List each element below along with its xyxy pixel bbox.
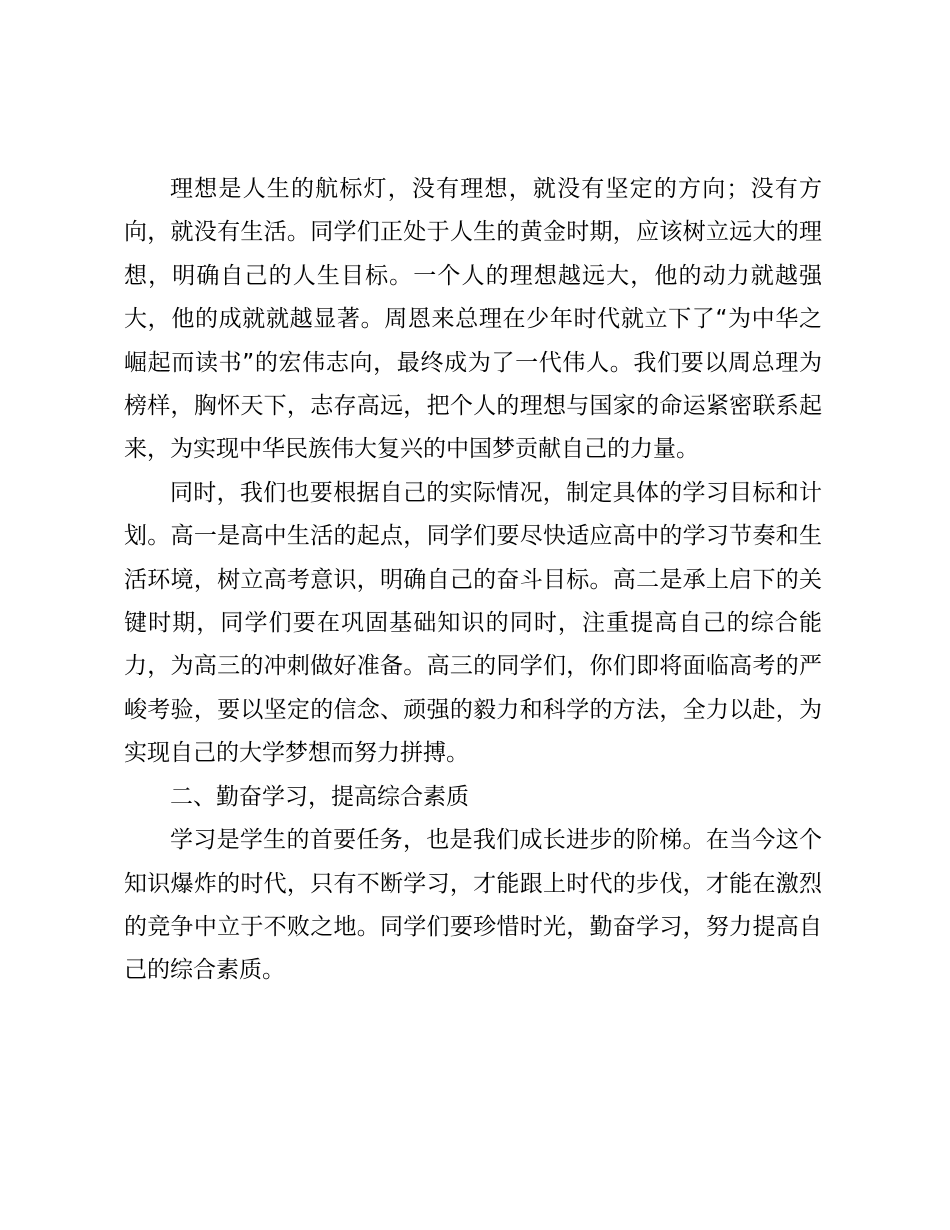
paragraph-study: 学习是学生的首要任务，也是我们成长进步的阶梯。在当今这个知识爆炸的时代，只有不断学习，才能跟上时代的步伐，才能在激烈的竞争中立于不败之地。同学们要珍惜时光，勤奋学习，努力提高自己的综合素质。 (124, 827, 822, 984)
document-body (124, 168, 822, 993)
paragraph-goals: 同时，我们也要根据自己的实际情况，制定具体的学习目标和计划。高一是高中生活的起点，同学们要尽快适应高中的学习节奏和生活环境，树立高考意识，明确自己的奋斗目标。高二是承上启下的关键时期，同学们要在巩固基础知识的同时，注重提高自己的综合能力，为高三的冲刺做好准备。高三的同学们，你们即将面临高考的严峻考验，要以坚定的信念、顽强的毅力和科学的方法，全力以赴，为实现自己的大学梦想而努力拼搏。 (124, 479, 822, 767)
section-heading: 二、勤奋学习，提高综合素质 (170, 783, 469, 810)
paragraph-ideals: 理想是人生的航标灯，没有理想，就没有坚定的方向；没有方向，就没有生活。同学们正处于人生的黄金时期，应该树立远大的理想，明确自己的人生目标。一个人的理想越远大，他的动力就越强大，他的成就就越显著。周恩来总理在少年时代就立下了“为中华之崛起而读书”的宏伟志向，最终成为了一代伟人。我们要以周总理为榜样，胸怀天下，志存高远，把个人的理想与国家的命运紧密联系起来，为实现中华民族伟大复兴的中国梦贡献自己的力量。 (124, 176, 822, 463)
